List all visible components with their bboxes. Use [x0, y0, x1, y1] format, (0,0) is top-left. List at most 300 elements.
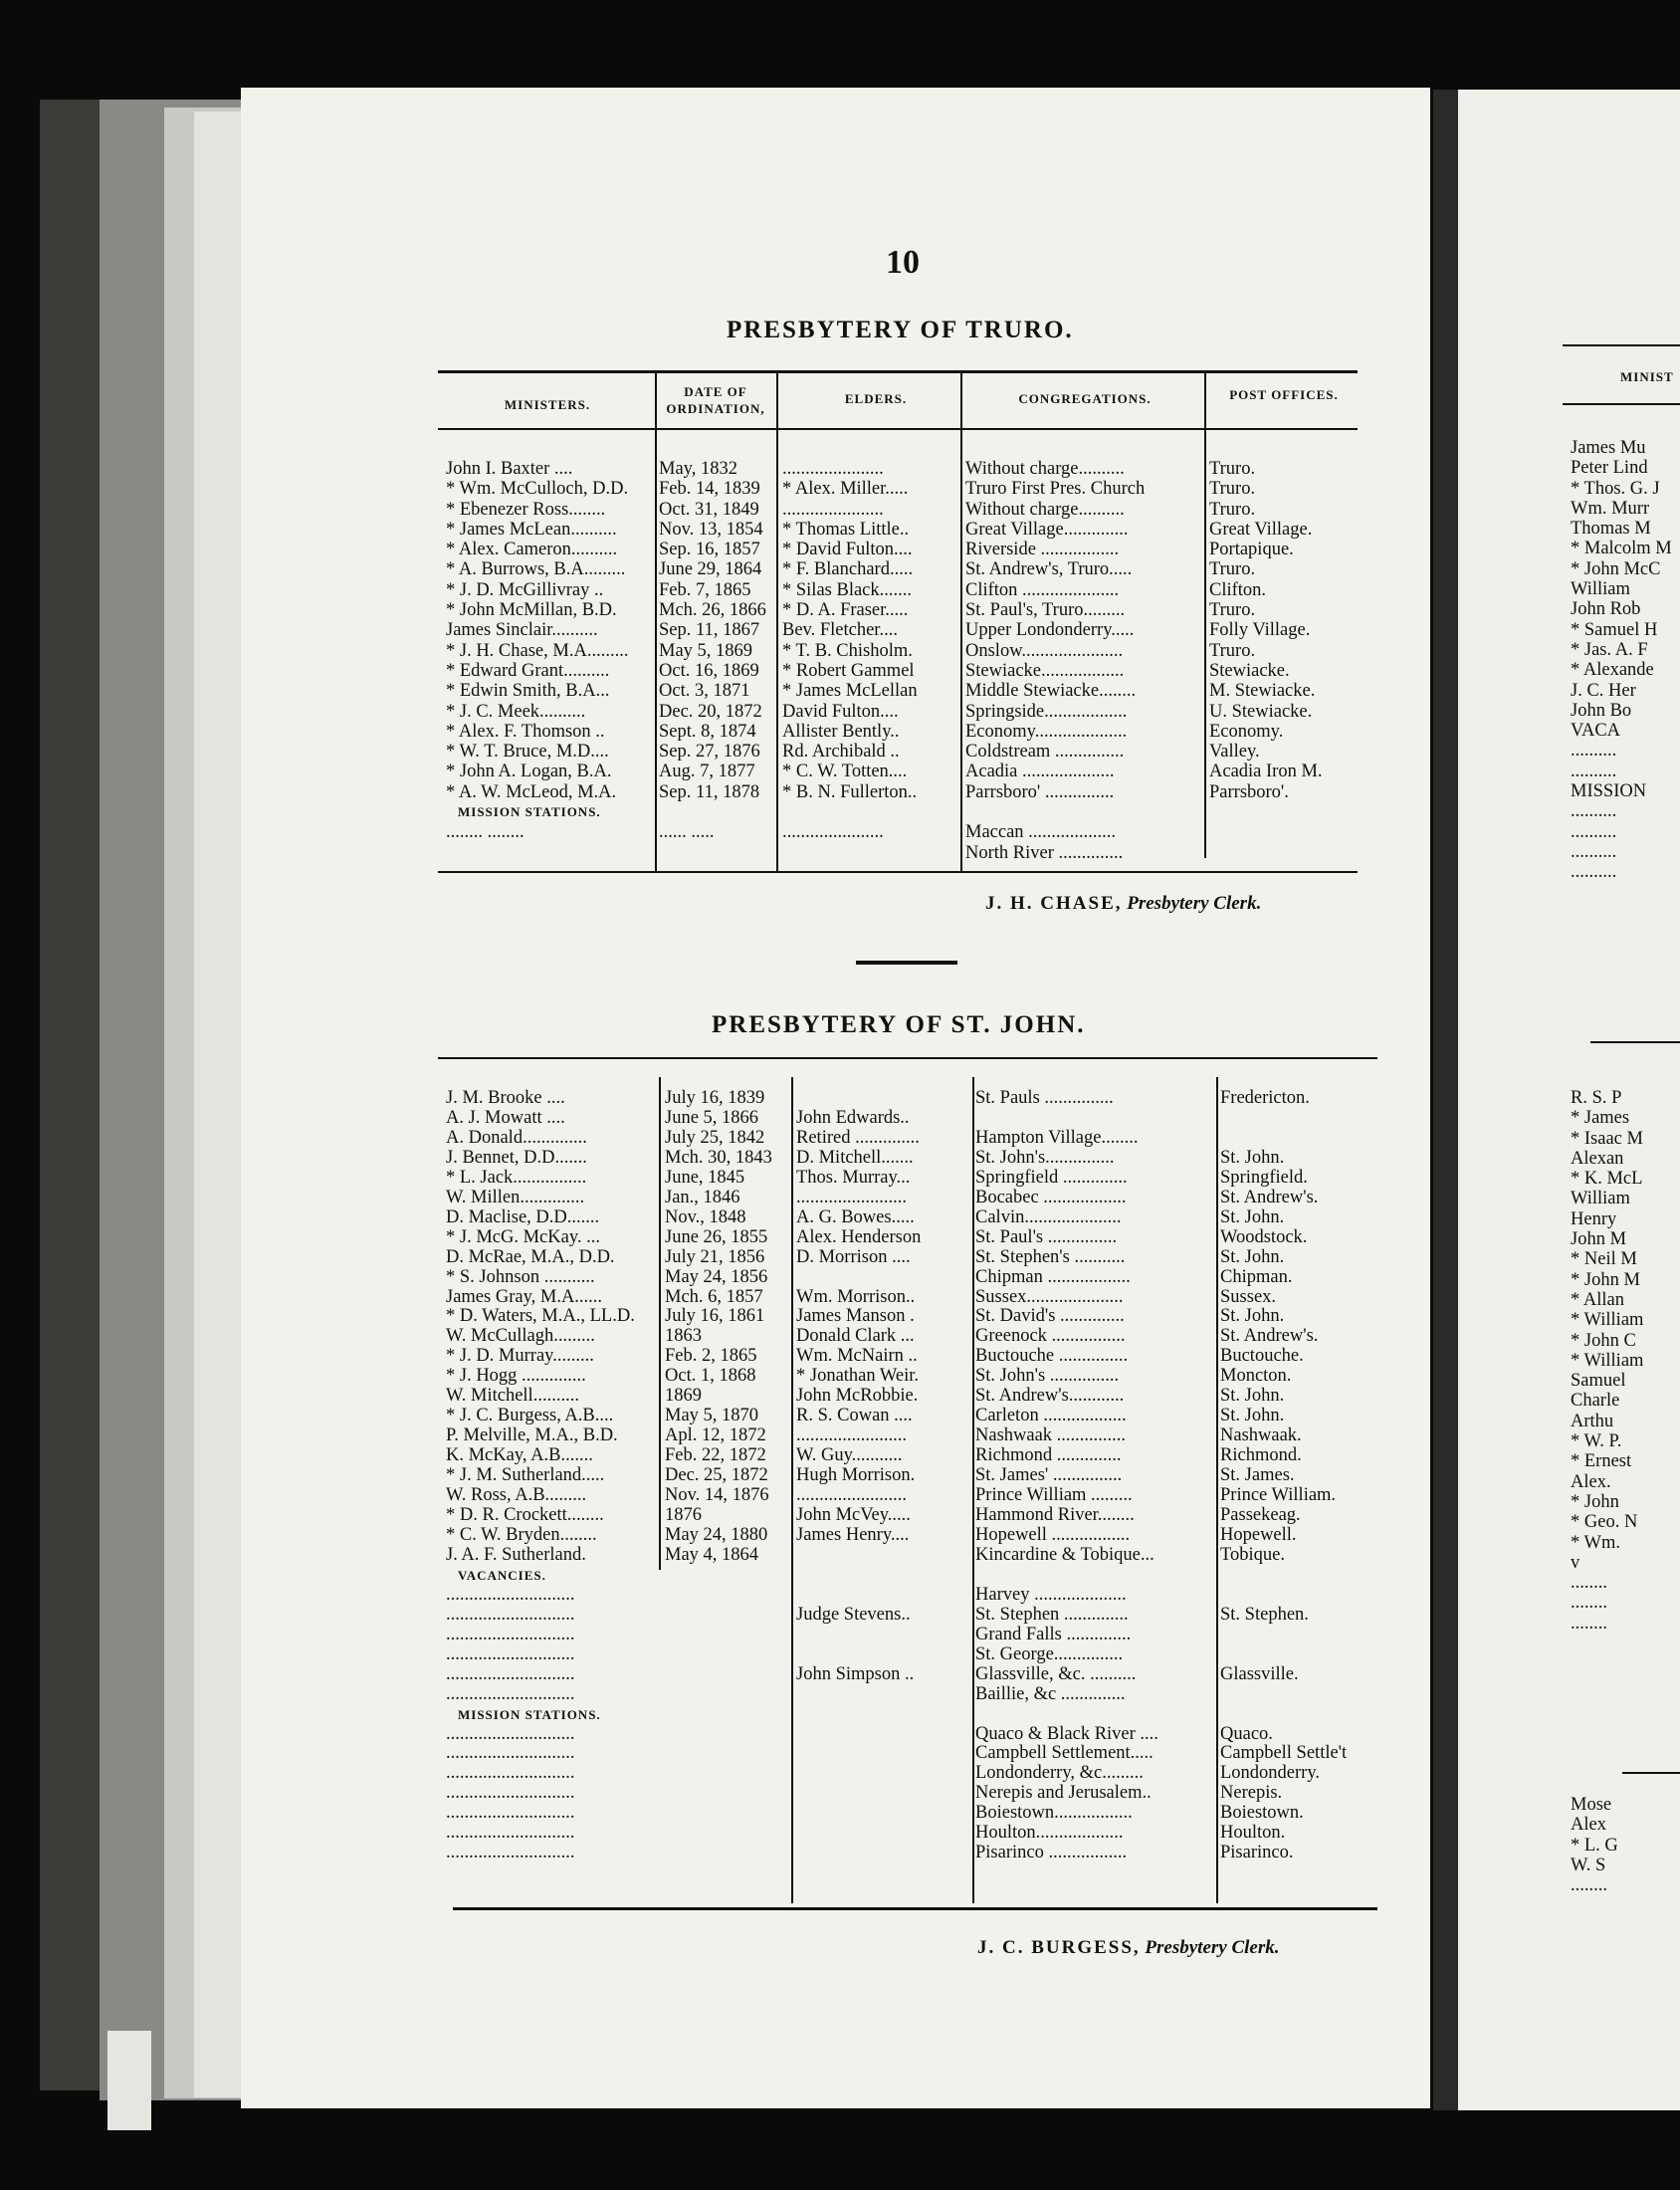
truro-ministers-column [446, 459, 653, 843]
post-office-entry [1220, 1705, 1394, 1725]
elder-entry: ........................ [796, 1485, 907, 1506]
ordination-date: Sep. 16, 1857 [659, 540, 760, 560]
minister-entry: * John McMillan, B.D. [446, 600, 617, 621]
congregation-entry: Richmond .............. [975, 1445, 1122, 1466]
neighbor-entry: John Rob [1571, 599, 1641, 620]
neighbor-entry: William [1571, 579, 1630, 600]
stjohn-divider [791, 1077, 793, 1903]
ordination-date: Mch. 6, 1857 [665, 1286, 763, 1307]
minister-entry: * Edwin Smith, B.A... [446, 681, 610, 702]
elder-entry [782, 802, 958, 822]
truro-clerk-name: J. H. CHASE, [985, 893, 1123, 914]
truro-divider [776, 370, 778, 871]
minister-entry: * Alex. F. Thomson .. [446, 721, 605, 742]
elder-entry: Wm. McNairn .. [796, 1346, 918, 1367]
ordination-date: 1876 [665, 1505, 702, 1526]
elder-entry: W. Guy........... [796, 1445, 903, 1466]
post-office-entry: U. Stewiacke. [1209, 701, 1313, 722]
congregation-entry: St. Pauls ............... [975, 1089, 1114, 1108]
congregation-entry: Hammond River........ [975, 1505, 1135, 1526]
elder-entry [796, 1844, 970, 1863]
elder-entry [796, 1645, 970, 1665]
congregation-entry [975, 1705, 1214, 1725]
elder-entry: * C. W. Totten.... [782, 762, 908, 782]
post-office-entry: Glassville. [1220, 1663, 1299, 1684]
post-office-entry: St. John. [1220, 1306, 1285, 1327]
neighbor-entry: * Samuel H [1571, 619, 1658, 640]
neighbor-entry: * William [1571, 1310, 1644, 1331]
ordination-date: Oct. 1, 1868 [665, 1366, 756, 1387]
truro-header-bottom-rule [438, 428, 1358, 430]
congregation-entry: Hampton Village........ [975, 1127, 1139, 1148]
minister-entry: ............................ [446, 1763, 575, 1784]
congregation-entry: Clifton ..................... [965, 579, 1120, 600]
neighbor-entry: Samuel [1571, 1371, 1626, 1392]
post-office-entry: Chipman. [1220, 1266, 1293, 1287]
stjohn-clerk-title: Presbytery Clerk. [1145, 1937, 1280, 1958]
ordination-date: Feb. 22, 1872 [665, 1445, 766, 1466]
minister-entry: * J. McG. McKay. ... [446, 1226, 601, 1247]
congregation-entry: Upper Londonderry..... [965, 620, 1135, 641]
elder-entry: ...................... [782, 499, 884, 520]
congregation-entry: Bocabec .................. [975, 1187, 1127, 1207]
neighbor-entry: Henry [1571, 1208, 1617, 1229]
post-office-entry: Truro. [1209, 600, 1256, 621]
truro-divider [1204, 370, 1206, 858]
congregation-entry: St. Stephen's ........... [975, 1246, 1126, 1267]
neighbor-entry: * Malcolm M [1571, 539, 1672, 559]
elder-entry: * Silas Black....... [782, 579, 913, 600]
neighbor-entry: .......... [1571, 862, 1617, 883]
post-office-entry: Fredericton. [1220, 1089, 1310, 1108]
minister-entry: * J. C. Burgess, A.B.... [446, 1406, 614, 1426]
neighbor-entry: * Jas. A. F [1571, 639, 1648, 660]
truro-header-congregations: CONGREGATIONS. [1018, 391, 1152, 406]
congregation-entry [965, 802, 1204, 822]
ordination-date: Mch. 26, 1866 [659, 600, 766, 621]
elder-entry [796, 1824, 970, 1844]
minister-entry: James Sinclair.......... [446, 620, 598, 641]
post-office-entry [1220, 1129, 1394, 1149]
post-office-entry: Richmond. [1220, 1445, 1302, 1466]
truro-dates-column [659, 459, 774, 843]
minister-entry: * L. Jack................ [446, 1167, 587, 1188]
elder-entry: John McVey..... [796, 1505, 911, 1526]
congregation-entry: Harvey .................... [975, 1584, 1127, 1605]
truro-elders-column [782, 459, 958, 843]
congregation-entry: Onslow...................... [965, 640, 1124, 661]
neighbor-entry: * John C [1571, 1330, 1636, 1351]
ordination-date: May 4, 1864 [665, 1544, 759, 1565]
elder-entry: Donald Clark ... [796, 1326, 915, 1347]
neighbor-entry: Alexan [1571, 1148, 1624, 1169]
congregation-entry: Grand Falls .............. [975, 1624, 1132, 1644]
elder-entry: D. Mitchell....... [796, 1147, 914, 1168]
elder-entry: * David Fulton.... [782, 540, 913, 560]
post-office-entry: St. John. [1220, 1246, 1285, 1267]
neighbor-entry: ........ [1571, 1875, 1607, 1896]
minister-entry: * W. T. Bruce, M.D.... [446, 742, 609, 763]
ordination-date: Oct. 31, 1849 [659, 499, 759, 520]
ordination-date: Oct. 3, 1871 [659, 681, 750, 702]
neighbor-entry: * W. P. [1571, 1431, 1622, 1452]
ordination-date: 1869 [665, 1386, 702, 1407]
ordination-date: July 25, 1842 [665, 1127, 765, 1148]
post-office-entry: Springfield. [1220, 1167, 1308, 1188]
post-office-entry: St. Stephen. [1220, 1604, 1309, 1625]
neighbor-entry: .......... [1571, 801, 1617, 822]
post-office-entry: Clifton. [1209, 579, 1267, 600]
elder-entry [796, 1685, 970, 1705]
minister-entry: * S. Johnson ........... [446, 1266, 595, 1287]
congregation-entry: St. David's .............. [975, 1306, 1125, 1327]
ordination-date: June, 1845 [665, 1167, 745, 1188]
post-office-entry: Truro. [1209, 499, 1256, 520]
congregation-entry: Chipman .................. [975, 1266, 1131, 1287]
post-office-entry: Nashwaak. [1220, 1425, 1302, 1446]
post-office-entry [1220, 1685, 1394, 1705]
stjohn-divider [972, 1077, 974, 1903]
congregation-entry: Pisarinco ................. [975, 1843, 1128, 1863]
neighbor-entry: ........ [1571, 1573, 1607, 1594]
truro-congregations-column [965, 459, 1204, 863]
minister-entry: * Edward Grant.......... [446, 660, 610, 681]
minister-entry: * John A. Logan, B.A. [446, 762, 612, 782]
minister-entry: D. McRae, M.A., D.D. [446, 1246, 615, 1267]
neighbor-entry: John M [1571, 1229, 1627, 1250]
minister-entry: W. Mitchell.......... [446, 1386, 579, 1407]
ordination-date: Feb. 14, 1839 [659, 479, 760, 500]
truro-clerk [985, 893, 1261, 915]
elder-entry [796, 1744, 970, 1764]
neighbor-entry: * John McC [1571, 558, 1661, 579]
congregation-entry: Calvin..................... [975, 1206, 1122, 1227]
ordination-date: Apl. 12, 1872 [665, 1425, 766, 1446]
neighbor-entry: Alex. [1571, 1471, 1611, 1492]
ordination-date: July 16, 1839 [665, 1089, 765, 1108]
post-office-entry [1220, 1626, 1394, 1645]
minister-entry: W. Millen.............. [446, 1187, 585, 1207]
post-office-entry: Valley. [1209, 742, 1260, 763]
congregation-entry: St. John's ............... [975, 1366, 1120, 1387]
truro-post-offices-column [1209, 459, 1368, 802]
congregation-entry: Londonderry, &c......... [975, 1763, 1144, 1784]
ordination-date: Nov., 1848 [665, 1206, 746, 1227]
minister-entry: VACANCIES. [458, 1567, 546, 1583]
elder-entry [796, 1268, 970, 1288]
ordination-date: May, 1832 [659, 459, 737, 479]
congregation-entry: Campbell Settlement..... [975, 1743, 1154, 1764]
congregation-entry: Maccan ................... [965, 822, 1117, 843]
book-spine [40, 100, 100, 2090]
minister-entry: MISSION STATIONS. [458, 1706, 601, 1722]
ordination-date: Sep. 11, 1878 [659, 781, 760, 802]
stjohn-ministers-column [446, 1089, 657, 1863]
congregation-entry: St. Andrew's............ [975, 1386, 1125, 1407]
congregation-entry: Carleton .................. [975, 1406, 1127, 1426]
elder-entry [796, 1784, 970, 1804]
neighbor-entry: * William [1571, 1350, 1644, 1371]
minister-entry: MISSION STATIONS. [458, 804, 601, 820]
minister-entry: * J. D. McGillivray .. [446, 579, 604, 600]
elder-entry: John Edwards.. [796, 1107, 910, 1128]
neighbor-entry: v [1571, 1552, 1580, 1573]
neighbor-header-rule [1563, 344, 1680, 346]
congregation-entry: St. Paul's, Truro......... [965, 600, 1126, 621]
minister-entry: J. A. F. Sutherland. [446, 1544, 586, 1565]
elder-entry [796, 1566, 970, 1586]
elder-entry: David Fulton.... [782, 701, 899, 722]
minister-entry: A. J. Mowatt .... [446, 1107, 565, 1128]
minister-entry: A. Donald.............. [446, 1127, 587, 1148]
minister-entry: W. Ross, A.B......... [446, 1485, 587, 1506]
post-office-entry: Prince William. [1220, 1485, 1337, 1506]
post-office-entry: Woodstock. [1220, 1226, 1308, 1247]
congregation-entry: Stewiacke.................. [965, 660, 1125, 681]
stjohn-post-offices-column [1220, 1089, 1394, 1863]
post-office-entry: Tobique. [1220, 1544, 1285, 1565]
elder-entry: * Alex. Miller..... [782, 479, 909, 500]
stjohn-title: PRESBYTERY OF ST. JOHN. [712, 1011, 1086, 1038]
elder-entry: * B. N. Fullerton.. [782, 781, 918, 802]
neighbor-entry: * John M [1571, 1269, 1640, 1290]
ordination-date: May 24, 1856 [665, 1266, 768, 1287]
elder-entry: Thos. Murray... [796, 1167, 911, 1188]
minister-entry: ............................ [446, 1604, 575, 1625]
elder-entry: * Thomas Little.. [782, 519, 910, 540]
ordination-date: July 21, 1856 [665, 1246, 765, 1267]
ordination-date: June 26, 1855 [665, 1226, 768, 1247]
ordination-date: May 24, 1880 [665, 1524, 768, 1545]
neighbor-entry: * Allan [1571, 1289, 1624, 1310]
neighbor-entry: * Alexande [1571, 660, 1654, 681]
neighbor-entry: Arthu [1571, 1411, 1614, 1431]
post-office-entry: Hopewell. [1220, 1524, 1297, 1545]
elder-entry: * James McLellan [782, 681, 918, 702]
post-office-entry: St. Andrew's. [1220, 1187, 1319, 1207]
congregation-entry: Economy.................... [965, 721, 1128, 742]
congregation-entry: Greenock ................ [975, 1326, 1126, 1347]
minister-entry: ............................ [446, 1624, 575, 1644]
post-office-entry: St. John. [1220, 1147, 1285, 1168]
elder-entry: Alex. Henderson [796, 1226, 922, 1247]
stjohn-bottom-rule [453, 1907, 1377, 1910]
elder-entry [796, 1089, 970, 1109]
elder-entry: * D. A. Fraser..... [782, 600, 909, 621]
congregation-entry: St. James' ............... [975, 1465, 1123, 1486]
neighbor-rule [1590, 1041, 1680, 1043]
clip-tab [107, 2031, 151, 2130]
section-separator [856, 961, 957, 965]
post-office-entry: M. Stewiacke. [1209, 681, 1316, 702]
post-office-entry: Nerepis. [1220, 1783, 1283, 1804]
minister-entry: ............................ [446, 1823, 575, 1844]
post-office-entry [1220, 1586, 1394, 1606]
minister-entry: * J. D. Murray......... [446, 1346, 594, 1367]
minister-entry: ............................ [446, 1683, 575, 1704]
post-office-entry: Economy. [1209, 721, 1284, 742]
truro-divider [655, 370, 657, 871]
congregation-entry: St. Stephen .............. [975, 1604, 1129, 1625]
post-office-entry: Sussex. [1220, 1286, 1277, 1307]
neighbor-middle-column [1571, 1088, 1680, 1634]
elder-entry: Wm. Morrison.. [796, 1286, 916, 1307]
post-office-entry: St. John. [1220, 1206, 1285, 1227]
minister-entry: ............................ [446, 1803, 575, 1824]
elder-entry [796, 1546, 970, 1566]
elder-entry: Judge Stevens.. [796, 1604, 911, 1625]
post-office-entry: Houlton. [1220, 1823, 1286, 1844]
ordination-date: Sept. 8, 1874 [659, 721, 756, 742]
elder-entry: John Simpson .. [796, 1663, 915, 1684]
minister-entry: * D. Waters, M.A., LL.D. [446, 1306, 635, 1327]
congregation-entry: Great Village.............. [965, 519, 1129, 540]
neighbor-entry: .......... [1571, 761, 1617, 781]
congregation-entry: Nerepis and Jerusalem.. [975, 1783, 1152, 1804]
elder-entry [796, 1725, 970, 1745]
ordination-date: Jan., 1846 [665, 1187, 740, 1207]
congregation-entry: Prince William ......... [975, 1485, 1133, 1506]
minister-entry: ........ ........ [446, 822, 525, 843]
congregation-entry: St. Paul's ............... [975, 1226, 1118, 1247]
elder-entry: * F. Blanchard..... [782, 559, 914, 580]
congregation-entry: North River .............. [965, 842, 1124, 863]
minister-entry: * J. M. Sutherland..... [446, 1465, 605, 1486]
truro-divider [960, 370, 962, 871]
post-office-entry: Boiestown. [1220, 1803, 1304, 1824]
elder-entry: A. G. Bowes..... [796, 1206, 915, 1227]
neighbor-entry: * James [1571, 1108, 1630, 1129]
elder-entry: Allister Bently.. [782, 721, 900, 742]
minister-entry: D. Maclise, D.D....... [446, 1206, 600, 1227]
neighbor-header-rule [1563, 403, 1680, 405]
neighbor-entry: ........ [1571, 1593, 1607, 1614]
congregation-entry: Hopewell ................. [975, 1524, 1131, 1545]
neighbor-entry: * Neil M [1571, 1249, 1637, 1270]
neighbor-entry: John Bo [1571, 700, 1632, 721]
neighbor-rule [1622, 1772, 1680, 1774]
neighbor-entry: .......... [1571, 841, 1617, 862]
congregation-entry: Riverside ................. [965, 540, 1120, 560]
congregation-entry: St. George............... [975, 1643, 1124, 1664]
neighbor-entry: .......... [1571, 741, 1617, 762]
elder-entry: ...................... [782, 822, 884, 843]
minister-entry: ............................ [446, 1783, 575, 1804]
neighbor-entry: * Wm. [1571, 1532, 1621, 1553]
ordination-date: Dec. 20, 1872 [659, 701, 762, 722]
minister-entry: ............................ [446, 1663, 575, 1684]
minister-entry: ............................ [446, 1584, 575, 1605]
minister-entry: * Ebenezer Ross........ [446, 499, 606, 520]
minister-entry: * D. R. Crockett........ [446, 1505, 604, 1526]
stjohn-divider [659, 1077, 661, 1570]
post-office-entry: Pisarinco. [1220, 1843, 1294, 1863]
post-office-entry [1220, 1645, 1394, 1665]
neighbor-entry: Charle [1571, 1391, 1620, 1412]
congregation-entry: Buctouche ............... [975, 1346, 1129, 1367]
truro-header-elders: ELDERS. [844, 391, 908, 406]
truro-header-top-rule [438, 370, 1358, 373]
ordination-date: ...... ..... [659, 822, 715, 843]
neighbor-entry: * K. McL [1571, 1169, 1643, 1190]
congregation-entry: Springfield .............. [975, 1167, 1128, 1188]
elder-entry: ........................ [796, 1187, 907, 1207]
neighbor-entry: Alex [1571, 1815, 1606, 1836]
elder-entry [796, 1804, 970, 1824]
congregation-entry: Truro First Pres. Church [965, 479, 1146, 500]
congregation-entry: Glassville, &c. .......... [975, 1663, 1137, 1684]
truro-header-ministers: MINISTERS. [504, 397, 591, 412]
neighbor-entry: ........ [1571, 1613, 1607, 1634]
post-office-entry: Truro. [1209, 479, 1256, 500]
elder-entry: Retired .............. [796, 1127, 920, 1148]
congregation-entry: Parrsboro' ............... [965, 781, 1115, 802]
elder-entry: Hugh Morrison. [796, 1465, 916, 1486]
minister-entry: ............................ [446, 1723, 575, 1744]
truro-header-date: DATE OF ORDINATION, [666, 384, 765, 416]
minister-entry: * A. W. McLeod, M.A. [446, 781, 617, 802]
ordination-date: July 16, 1861 [665, 1306, 765, 1327]
elder-entry: R. S. Cowan .... [796, 1406, 913, 1426]
post-office-entry: Quaco. [1220, 1723, 1273, 1744]
post-office-entry: Parrsboro'. [1209, 781, 1289, 802]
stjohn-top-rule [438, 1057, 1377, 1059]
minister-entry: * J. Hogg .............. [446, 1366, 586, 1387]
elder-entry: * T. B. Chisholm. [782, 640, 913, 661]
elder-entry: * Jonathan Weir. [796, 1366, 920, 1387]
minister-entry: * James McLean.......... [446, 519, 617, 540]
elder-entry: Rd. Archibald .. [782, 742, 900, 763]
neighbor-entry: R. S. P [1571, 1088, 1622, 1108]
elder-entry [796, 1626, 970, 1645]
ordination-date: Feb. 7, 1865 [659, 579, 751, 600]
elder-entry [796, 1705, 970, 1725]
neighbor-top-column [1571, 438, 1680, 883]
congregation-entry: Sussex..................... [975, 1286, 1124, 1307]
ordination-date: Feb. 2, 1865 [665, 1346, 757, 1367]
post-office-entry: Portapique. [1209, 540, 1294, 560]
congregation-entry: St. Andrew's, Truro..... [965, 559, 1133, 580]
truro-clerk-title: Presbytery Clerk. [1127, 893, 1262, 914]
neighbor-entry: * Isaac M [1571, 1128, 1643, 1149]
elder-entry: ........................ [796, 1425, 907, 1446]
post-office-entry: Passekeag. [1220, 1505, 1301, 1526]
ordination-date: Sep. 11, 1867 [659, 620, 760, 641]
congregation-entry: St. John's............... [975, 1147, 1115, 1168]
elder-entry [796, 1764, 970, 1784]
minister-entry: * J. H. Chase, M.A......... [446, 640, 629, 661]
stjohn-clerk-name: J. C. BURGESS, [977, 1937, 1141, 1958]
neighbor-entry: * L. G [1571, 1835, 1618, 1856]
elder-entry: Bev. Fletcher.... [782, 620, 898, 641]
neighbor-entry: * Ernest [1571, 1451, 1632, 1472]
post-office-entry: Stewiacke. [1209, 660, 1290, 681]
neighbor-entry: Thomas M [1571, 519, 1651, 540]
minister-entry: J. Bennet, D.D....... [446, 1147, 587, 1168]
ordination-date: June 5, 1866 [665, 1107, 759, 1128]
post-office-entry: Truro. [1209, 640, 1256, 661]
minister-entry: * J. C. Meek.......... [446, 701, 586, 722]
congregation-entry: Without charge.......... [965, 459, 1125, 479]
ordination-date: June 29, 1864 [659, 559, 762, 580]
neighbor-entry: * Thos. G. J [1571, 478, 1660, 499]
congregation-entry: Baillie, &c .............. [975, 1683, 1126, 1704]
ordination-date: May 5, 1869 [659, 640, 753, 661]
post-office-entry: Truro. [1209, 559, 1256, 580]
post-office-entry: St. James. [1220, 1465, 1295, 1486]
congregation-entry: Acadia .................... [965, 762, 1115, 782]
post-office-entry: St. Andrew's. [1220, 1326, 1319, 1347]
